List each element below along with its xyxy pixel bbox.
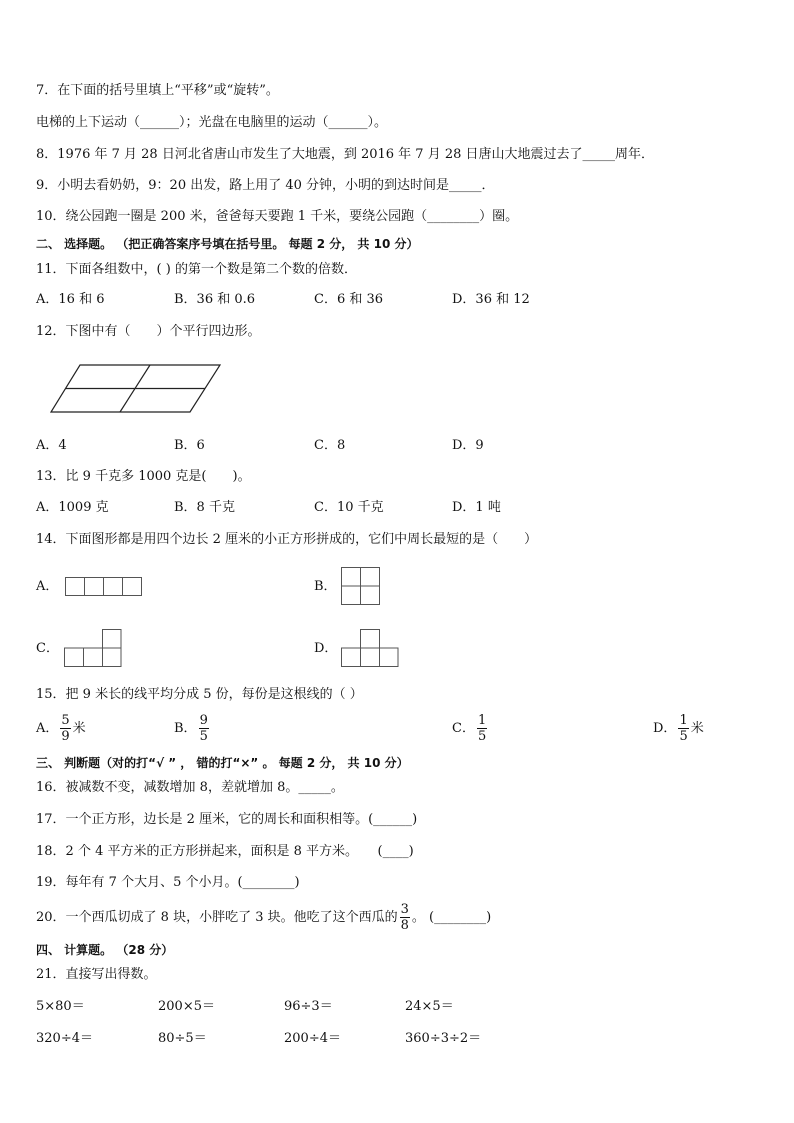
q15-b-denominator: 5 <box>199 729 208 744</box>
q14-shape-d <box>341 629 399 667</box>
q12-option-d: D．9 <box>452 438 484 453</box>
q11-option-c: C．6 和 36 <box>314 292 384 307</box>
q15-option-d-fraction <box>678 713 688 744</box>
q15-option-c-label: C． <box>452 721 475 736</box>
q13-option-a: A．1009 克 <box>36 500 109 515</box>
q14-option-a: A． <box>36 579 59 594</box>
q20-text: 20．一个西瓜切成了 8 块，小胖吃了 3 块。他吃了这个西瓜的 <box>36 910 398 925</box>
q21-item: 24×5＝ <box>405 999 454 1014</box>
q15-option-c-fraction <box>477 713 487 744</box>
q15-option-c <box>452 713 489 744</box>
q21-item: 200÷4＝ <box>284 1031 341 1046</box>
q15-stem: 15．把 9 米长的线平均分成 5 份，每份是这根线的（ ） <box>36 687 363 702</box>
q18: 18．2 个 4 平方米的正方形拼起来，面积是 8 平方米。 (____) <box>36 844 414 859</box>
q21-item: 200×5＝ <box>158 999 215 1014</box>
q12-stem: 12．下图中有（ ）个平行四边形。 <box>36 324 261 339</box>
q15-d-denominator: 5 <box>679 729 688 744</box>
q15-c-denominator: 5 <box>477 729 487 744</box>
q16: 16．被减数不变，减数增加 8，差就增加 8。_____。 <box>36 780 344 795</box>
section-3-heading: 三、 判断题（对的打“√ ” ， 错的打“×” 。 每题 2 分， 共 10 分） <box>36 756 409 770</box>
section-4-heading: 四、 计算题。 （28 分） <box>36 943 174 957</box>
section-2-heading: 二、 选择题。 （把正确答案序号填在括号里。 每题 2 分， 共 10 分） <box>36 237 419 251</box>
q15-b-numerator: 9 <box>199 713 208 728</box>
q11-option-a: A．16 和 6 <box>36 292 105 307</box>
q15-a-numerator: 5 <box>61 713 70 728</box>
q21-stem: 21．直接写出得数。 <box>36 967 157 982</box>
q14-stem: 14．下面图形都是用四个边长 2 厘米的小正方形拼成的，它们中周长最短的是（ ） <box>36 532 538 547</box>
q7-line1: 7．在下面的括号里填上“平移”或“旋转”。 <box>36 83 279 98</box>
q21-item: 5×80＝ <box>36 999 85 1014</box>
q20-fraction <box>400 902 410 933</box>
q14-shape-c <box>64 629 122 667</box>
q15-option-d <box>653 713 704 744</box>
q15-a-unit: 米 <box>72 721 86 736</box>
q15-option-a <box>36 713 86 744</box>
q11-option-d: D．36 和 12 <box>452 292 530 307</box>
q11-option-b: B．36 和 0.6 <box>174 292 256 307</box>
q13-option-d: D．1 吨 <box>452 500 501 515</box>
q21-item: 320÷4＝ <box>36 1031 93 1046</box>
q15-c-numerator: 1 <box>477 713 487 728</box>
q15-d-unit: 米 <box>690 721 704 736</box>
q20 <box>36 902 491 933</box>
q8: 8．1976 年 7 月 28 日河北省唐山市发生了大地震，到 2016 年 7 月 28 日唐山大地震过去了_____周年． <box>36 147 655 162</box>
q12-option-b: B．6 <box>174 438 205 453</box>
q14-option-d: D． <box>314 641 338 656</box>
q13-option-b: B．8 千克 <box>174 500 235 515</box>
q15-option-b-label: B． <box>174 721 197 736</box>
q11-stem: 11．下面各组数中，( ) 的第一个数是第二个数的倍数． <box>36 262 357 277</box>
q15-a-denominator: 9 <box>61 729 70 744</box>
q12-option-a: A．4 <box>36 438 67 453</box>
q15-option-d-label: D． <box>653 721 677 736</box>
q12-option-c: C．8 <box>314 438 346 453</box>
q20-answer: 。 (________) <box>411 910 492 925</box>
q9: 9．小明去看奶奶，9：20 出发，路上用了 40 分钟，小明的到达时间是_____． <box>36 178 495 193</box>
q13-stem: 13．比 9 千克多 1000 克是( )。 <box>36 469 251 484</box>
q15-option-b-fraction <box>199 713 209 744</box>
q15-d-numerator: 1 <box>679 713 688 728</box>
q10: 10．绕公园跑一圈是 200 米，爸爸每天要跑 1 千米，要绕公园跑（________）圈。 <box>36 209 519 224</box>
q15-option-a-fraction <box>60 713 70 744</box>
q7-line2: 电梯的上下运动（______）；光盘在电脑里的运动（______）。 <box>36 115 388 130</box>
q21-item: 360÷3÷2＝ <box>405 1031 482 1046</box>
q14-shape-b <box>341 567 381 605</box>
q14-shape-a <box>65 577 142 597</box>
q21-item: 80÷5＝ <box>158 1031 207 1046</box>
q14-option-b: B． <box>314 579 337 594</box>
q20-denominator: 8 <box>400 918 409 933</box>
q13-option-c: C．10 千克 <box>314 500 384 515</box>
q15-option-a-label: A． <box>36 721 59 736</box>
q19: 19．每年有 7 个大月、5 个小月。(________) <box>36 875 300 890</box>
q20-numerator: 3 <box>400 902 409 917</box>
q17: 17．一个正方形，边长是 2 厘米，它的周长和面积相等。(______) <box>36 812 418 827</box>
q21-item: 96÷3＝ <box>284 999 333 1014</box>
parallelogram-figure <box>50 364 222 414</box>
q14-option-c: C． <box>36 641 59 656</box>
q15-option-b <box>174 713 211 744</box>
